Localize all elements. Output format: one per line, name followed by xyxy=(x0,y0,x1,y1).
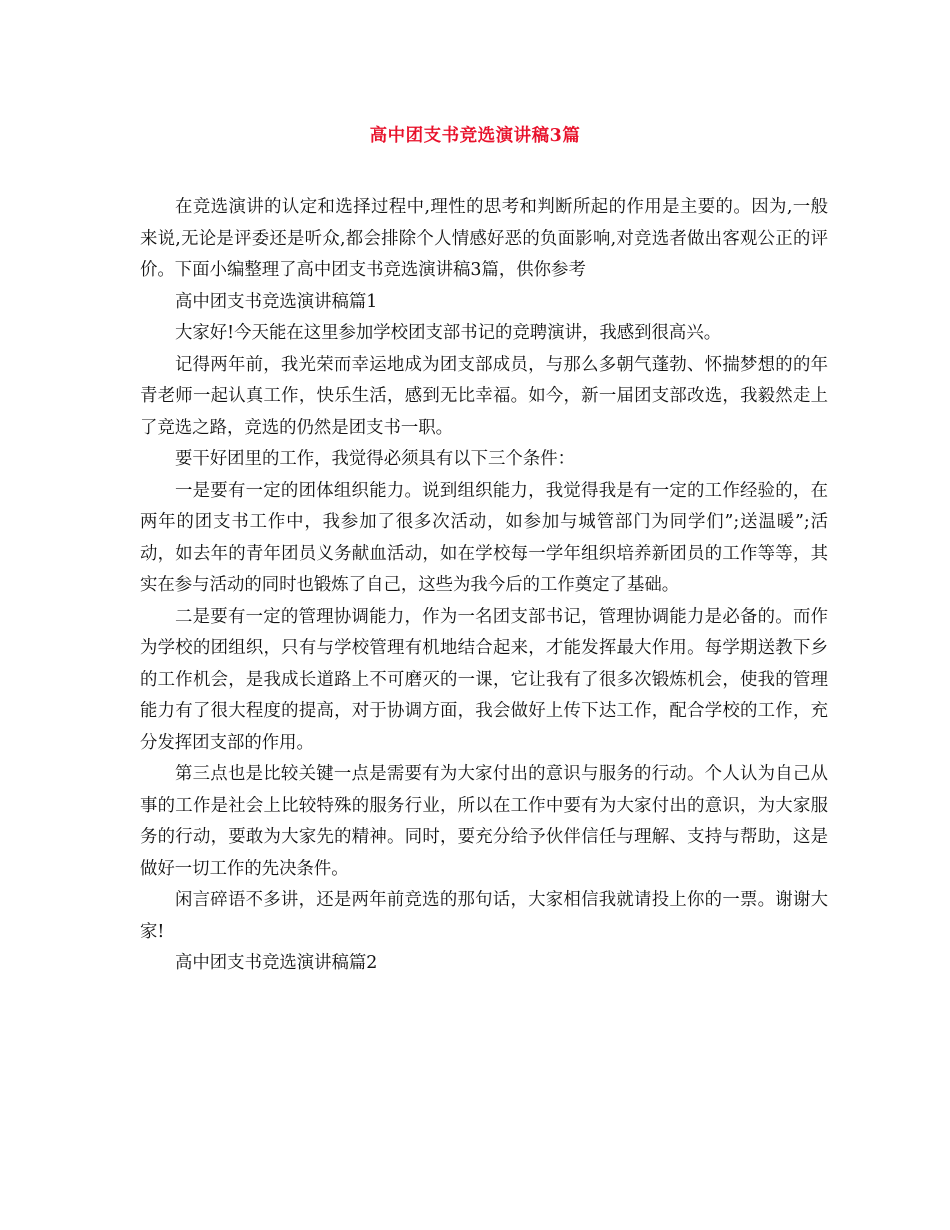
paragraph-conditions: 要干好团里的工作，我觉得必须具有以下三个条件： xyxy=(175,449,575,469)
section-heading-2: 高中团支书竞选演讲稿篇2 xyxy=(175,953,378,973)
paragraph-memory: 记得两年前，我光荣而幸运地成为团支部成员，与那么多朝气蓬勃、怀揣梦想的的年青老师一起认真工作，快乐生活，感到无比幸福。如今，新一届团支部改选，我毅然走上了竞选之路，竞选的仍然是团支书一职。 xyxy=(140,354,828,438)
section-heading-1: 高中团支书竞选演讲稿篇1 xyxy=(175,291,378,312)
document-title: 高中团支书竞选演讲稿3篇 xyxy=(369,126,581,146)
paragraph-condition-3: 第三点也是比较关键一点是需要有为大家付出的意识与服务的行动。个人认为自己从事的工作是社会上比较特殊的服务行业，所以在工作中要有为大家付出的意识，为大家服务的行动，要敢为大家先的精神。同时，要充分给予伙伴信任与理解、支持与帮助，这是做好一切工作的先决条件。 xyxy=(140,764,828,879)
paragraph-condition-2: 二是要有一定的管理协调能力，作为一名团支部书记，管理协调能力是必备的。而作为学校的团组织，只有与学校管理有机地结合起来，才能发挥最大作用。每学期送教下乡的工作机会，是我成长道路上不可磨灭的一课，它让我有了很多次锻炼机会，使我的管理能力有了很大程度的提高，对于协调方面，我会做好上传下达工作，配合学校的工作，充分发挥团支部的作用。 xyxy=(140,606,828,753)
paragraph-condition-1: 一是要有一定的团体组织能力。说到组织能力，我觉得我是有一定的工作经验的，在两年的团支书工作中，我参加了很多次活动，如参加与城管部门为同学们”;送温暖”;活动，如去年的青年团员义务献血活动，如在学校每一学年组织培养新团员的工作等等，其实在参与活动的同时也锻炼了自己，这些为我今后的工作奠定了基础。 xyxy=(140,480,828,595)
paragraph-intro: 在竞选演讲的认定和选择过程中,理性的思考和判断所起的作用是主要的。因为,一般来说,无论是评委还是听众,都会排除个人情感好恶的负面影响,对竞选者做出客观公正的评价。下面小编整理了高中团支书竞选演讲稿3篇，供你参考 xyxy=(140,197,828,280)
paragraph-closing: 闲言碎语不多讲，还是两年前竞选的那句话，大家相信我就请投上你的一票。谢谢大家! xyxy=(140,890,828,942)
document-body xyxy=(140,192,828,980)
paragraph-greeting: 大家好!今天能在这里参加学校团支部书记的竞聘演讲，我感到很高兴。 xyxy=(175,323,722,343)
